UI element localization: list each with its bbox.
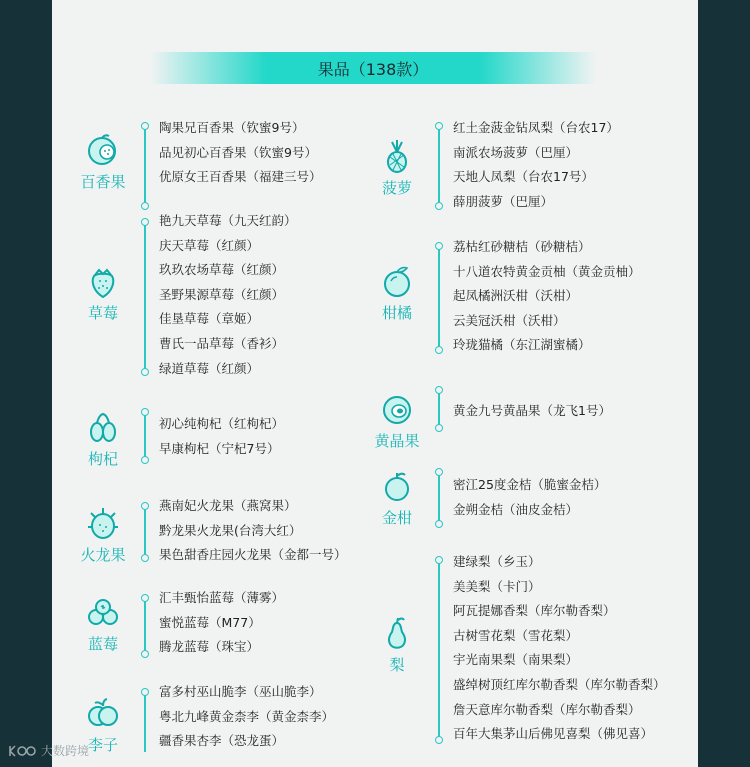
list-item: 圣野果源草莓（红颜）: [159, 286, 285, 302]
list-item: 薛朋菠萝（巴厘）: [453, 193, 554, 209]
timeline-line: [438, 560, 440, 740]
list-item: 密江25度金桔（脆蜜金桔）: [453, 477, 607, 492]
list-item: 庆天草莓（红颜）: [159, 237, 260, 253]
category-citrus: [362, 253, 432, 333]
category-passion-fruit: [68, 122, 138, 202]
category-blueberry: [68, 584, 138, 664]
list-item: 富多村巫山脆李（巫山脆李）: [159, 684, 322, 699]
timeline-line: [438, 472, 440, 524]
item-list-pineapple: [453, 116, 619, 214]
list-item: 黔龙果火龙果(台湾大红）: [159, 522, 302, 538]
list-item: 陶果兄百香果（钦蜜9号）: [159, 120, 305, 135]
list-item: 果色甜香庄园火龙果（金都一号）: [159, 547, 347, 563]
page-title: 果品（138款）: [317, 59, 429, 79]
item-list-strawberry: [159, 209, 297, 381]
watermark-logo-icon: [8, 744, 38, 758]
title-banner: [150, 52, 596, 84]
pineapple-icon: [379, 138, 415, 174]
list-item: 燕南妃火龙果（燕窝果）: [159, 498, 297, 513]
timeline-line: [144, 506, 146, 558]
category-name: 蓝莓: [87, 635, 118, 653]
category-pineapple: [362, 128, 432, 208]
pear-icon: [379, 615, 415, 651]
list-item: 优原女王百香果（福建三号）: [159, 169, 322, 185]
list-item: 古树雪花梨（雪花梨）: [453, 627, 579, 643]
timeline-line: [144, 412, 146, 460]
item-list-dragon: [159, 494, 347, 568]
category-name: 柑橘: [381, 304, 412, 322]
list-item: 红土金菠金钻凤梨（台农17）: [453, 120, 619, 135]
list-item: 汇丰甄怡蓝莓（薄雾）: [159, 590, 285, 605]
list-item: 十八道农特黄金贡柚（黄金贡柚）: [453, 263, 641, 279]
list-item: 腾龙蓝莓（珠宝）: [159, 639, 260, 655]
dragon-fruit-icon: [85, 505, 121, 541]
kumquat-icon: [379, 468, 415, 504]
list-item: 建绿梨（乡玉）: [453, 554, 541, 569]
category-strawberry: [68, 253, 138, 333]
list-item: 南派农场菠萝（巴厘）: [453, 144, 579, 160]
list-item: 盛绰树顶红库尔勒香梨（库尔勒香梨）: [453, 676, 666, 692]
list-item: 詹天意库尔勒香梨（库尔勒香梨）: [453, 701, 641, 717]
list-item: 天地人凤梨（台农17号）: [453, 169, 594, 185]
timeline-line: [438, 390, 440, 428]
category-name: 菠萝: [381, 179, 412, 197]
list-item: 美美梨（卡门）: [453, 578, 541, 594]
plum-icon: [85, 695, 121, 731]
citrus-icon: [379, 263, 415, 299]
strawberry-icon: [85, 263, 121, 299]
timeline-line: [144, 692, 146, 752]
list-item: 早康枸杞（宁杞7号）: [159, 440, 280, 456]
list-item: 粤北九峰黄金柰李（黄金柰李）: [159, 708, 335, 724]
list-item: 阿瓦提娜香梨（库尔勒香梨）: [453, 603, 616, 619]
list-item: 百年大集茅山后佛见喜梨（佛见喜）: [453, 726, 654, 742]
category-name: 梨: [389, 656, 405, 674]
category-goji: [68, 399, 138, 479]
list-item: 曹氏一品草莓（香衫）: [159, 335, 285, 351]
item-list-passion: [159, 116, 322, 190]
item-list-kumquat: [453, 473, 606, 522]
list-item: 起凤橘洲沃柑（沃柑）: [453, 288, 579, 304]
item-list-citrus: [453, 235, 641, 358]
item-list-blueberry: [159, 586, 284, 660]
list-item: 疆香果杏李（恐龙蛋）: [159, 733, 285, 749]
category-name: 黄晶果: [374, 432, 420, 450]
category-name: 草莓: [87, 304, 118, 322]
item-list-goji: [159, 412, 284, 461]
category-yellow-fruit: [362, 381, 432, 461]
list-item: 黄金九号黄晶果（龙飞1号）: [453, 403, 611, 418]
list-item: 云美冠沃柑（沃柑）: [453, 312, 566, 328]
watermark: [8, 742, 89, 759]
category-kumquat: [362, 458, 432, 538]
timeline-line: [144, 598, 146, 654]
list-item: 品见初心百香果（钦蜜9号）: [159, 144, 317, 160]
list-item: 绿道草莓（红颜）: [159, 360, 260, 376]
list-item: 玖玖农场草莓（红颜）: [159, 262, 285, 278]
timeline-line: [438, 126, 440, 206]
category-name: 李子: [87, 736, 118, 754]
timeline-line: [438, 246, 440, 350]
list-item: 玲珑猫橘（东江湖蜜橘）: [453, 337, 591, 353]
list-item: 蜜悦蓝莓（M77）: [159, 614, 261, 630]
watermark-text: 大数跨境: [41, 744, 90, 758]
list-item: 佳垦草莓（章姬）: [159, 311, 260, 327]
category-name: 百香果: [80, 173, 126, 191]
item-list-pear: [453, 550, 666, 747]
category-name: 火龙果: [80, 546, 126, 564]
category-dragon-fruit: [68, 495, 138, 575]
yellow-fruit-icon: [379, 391, 415, 427]
list-item: 金朔金桔（油皮金桔）: [453, 501, 579, 517]
list-item: 宇光南果梨（南果梨）: [453, 652, 579, 668]
list-item: 艳九天草莓（九天红韵）: [159, 213, 297, 228]
passion-fruit-icon: [85, 132, 121, 168]
item-list-plum: [159, 680, 334, 754]
category-name: 枸杞: [87, 450, 118, 468]
item-list-yellow-fruit: [453, 399, 611, 424]
blueberry-icon: [85, 594, 121, 630]
list-item: 荔枯红砂糖桔（砂糖桔）: [453, 239, 591, 254]
goji-icon: [85, 409, 121, 445]
category-name: 金柑: [381, 509, 412, 527]
timeline-line: [144, 126, 146, 206]
timeline-line: [144, 222, 146, 372]
category-pear: [362, 605, 432, 685]
list-item: 初心纯枸杞（红枸杞）: [159, 416, 285, 431]
